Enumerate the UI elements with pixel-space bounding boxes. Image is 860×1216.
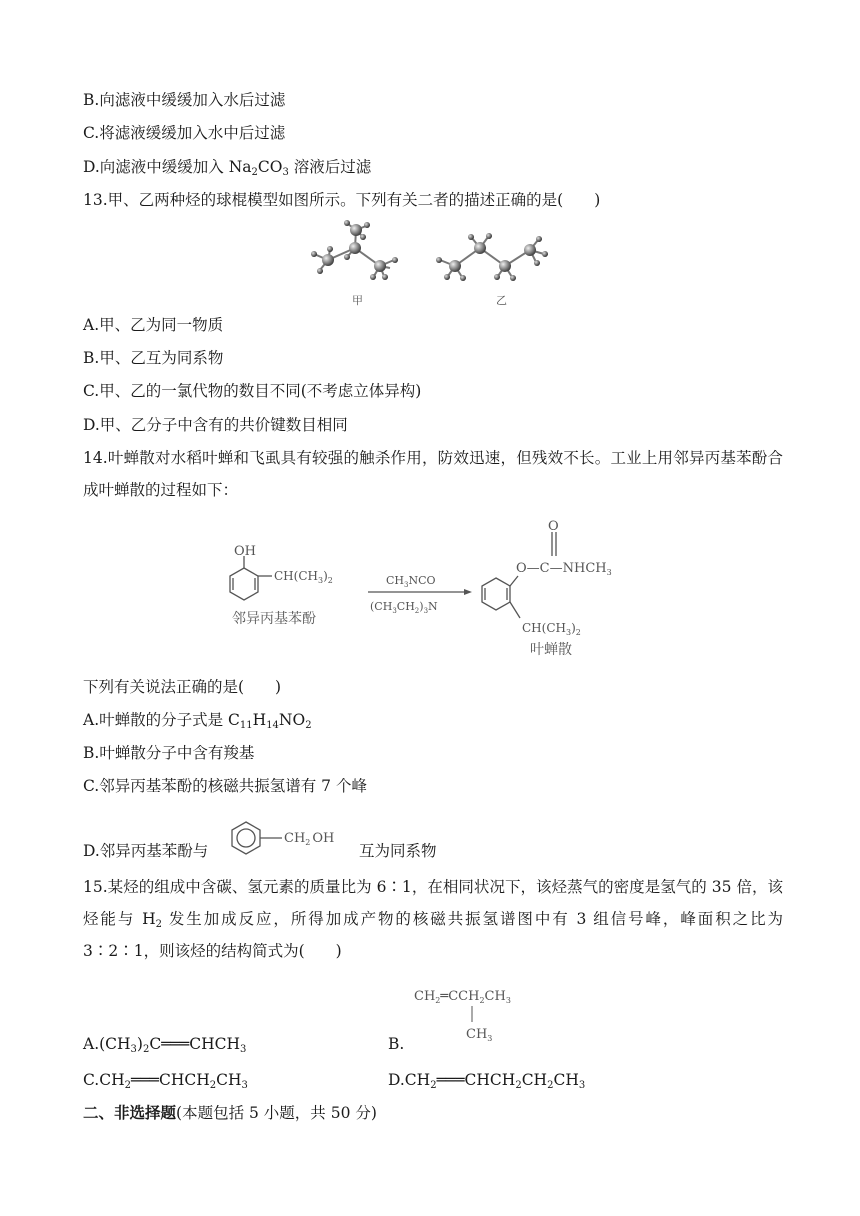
model-jia-atoms	[311, 220, 398, 280]
svg-text:CH2OH: $CH_2$ OH	[284, 831, 335, 847]
q13-ball-stick-models	[300, 220, 570, 308]
isopropyl-1: $CH(CH_3)_2$	[274, 569, 333, 585]
q14-question: 下列有关说法正确的是( )	[83, 678, 282, 696]
benzyl-alcohol-structure	[224, 816, 360, 862]
isopropyl-2: $CH(CH_3)_2$	[522, 621, 581, 637]
q13-stem: 13.甲、乙两种烃的球棍模型如图所示。下列有关二者的描述正确的是( )	[83, 191, 601, 209]
carbonyl-o: O	[548, 519, 559, 534]
label-jia: 甲	[352, 294, 363, 307]
q14-option-a: A.叶蝉散的分子式是 $C_{11}H_{14}NO_2$	[83, 711, 312, 731]
q15-stem: 15.某烃的组成中含碳、氢元素的质量比为 6∶1，在相同状况下，该烃蒸气的密度是氢气的 35 倍，该烃能与 $H_2$ 发生加成反应，所得加成产物的核磁共振氢谱图中有 3 组信号峰，峰面积之比为 3∶2∶1，则该烃的结构简式为( )	[83, 878, 783, 960]
q13-option-a: A.甲、乙为同一物质	[83, 316, 224, 334]
reagent-top: $CH_3NCO$	[386, 574, 436, 589]
q14-option-d-post: 互为同系物	[359, 842, 437, 860]
q13-option-b: B.甲、乙互为同系物	[83, 349, 224, 367]
q15-option-b-label: B.	[388, 1035, 405, 1053]
reagent-bottom: $(CH_3CH_2)_3N$	[370, 600, 438, 615]
q15-option-a: $A.(CH_3)_2C═══CHCH_3$	[83, 1035, 247, 1055]
q14-option-d-pre: D.邻异丙基苯酚与	[83, 842, 209, 860]
q14-reaction-scheme	[220, 518, 650, 664]
q13-option-c: C.甲、乙的一氯代物的数目不同(不考虑立体异构)	[83, 382, 422, 400]
q15-option-c: $C.CH_2═══CHCH_2CH_3$	[83, 1071, 248, 1091]
q15-option-b-structure	[410, 982, 560, 1044]
section-2-heading: 二、非选择题(本题包括 5 小题，共 50 分)	[83, 1103, 377, 1122]
svg-text:CH2═CCH2CH3: $CH_2═CCH_2CH_3$	[414, 989, 511, 1005]
q15-option-d: $D.CH_2═══CHCH_2CH_2CH_3$	[388, 1071, 586, 1091]
q12-option-d: D.向滤液中缓缓加入 $Na_2CO_3$ 溶液后过滤	[83, 158, 372, 178]
q14-stem: 14.叶蝉散对水稻叶蝉和飞虱具有较强的触杀作用，防效迅速，但残效不长。工业上用邻异丙基苯酚合成叶蝉散的过程如下：	[83, 449, 783, 499]
q14-option-b: B.叶蝉散分子中含有羧基	[83, 744, 255, 762]
q12-option-c: C.将滤液缓缓加入水中后过滤	[83, 124, 286, 142]
svg-text:CH3: $CH_3$	[466, 1027, 493, 1043]
oh-group: OH	[234, 544, 256, 559]
name-product: 叶蝉散	[530, 642, 572, 658]
q13-option-d: D.甲、乙分子中含有的共价键数目相同	[83, 416, 348, 434]
label-yi: 乙	[496, 294, 507, 307]
phenol-ring	[230, 556, 272, 600]
name-phenol: 邻异丙基苯酚	[232, 611, 316, 627]
q12-option-b: B.向滤液中缓缓加入水后过滤	[83, 91, 286, 109]
q14-option-c: C.邻异丙基苯酚的核磁共振氢谱有 7 个峰	[83, 777, 367, 795]
carbamate-group: $O—C—NHCH_3$	[516, 561, 612, 577]
